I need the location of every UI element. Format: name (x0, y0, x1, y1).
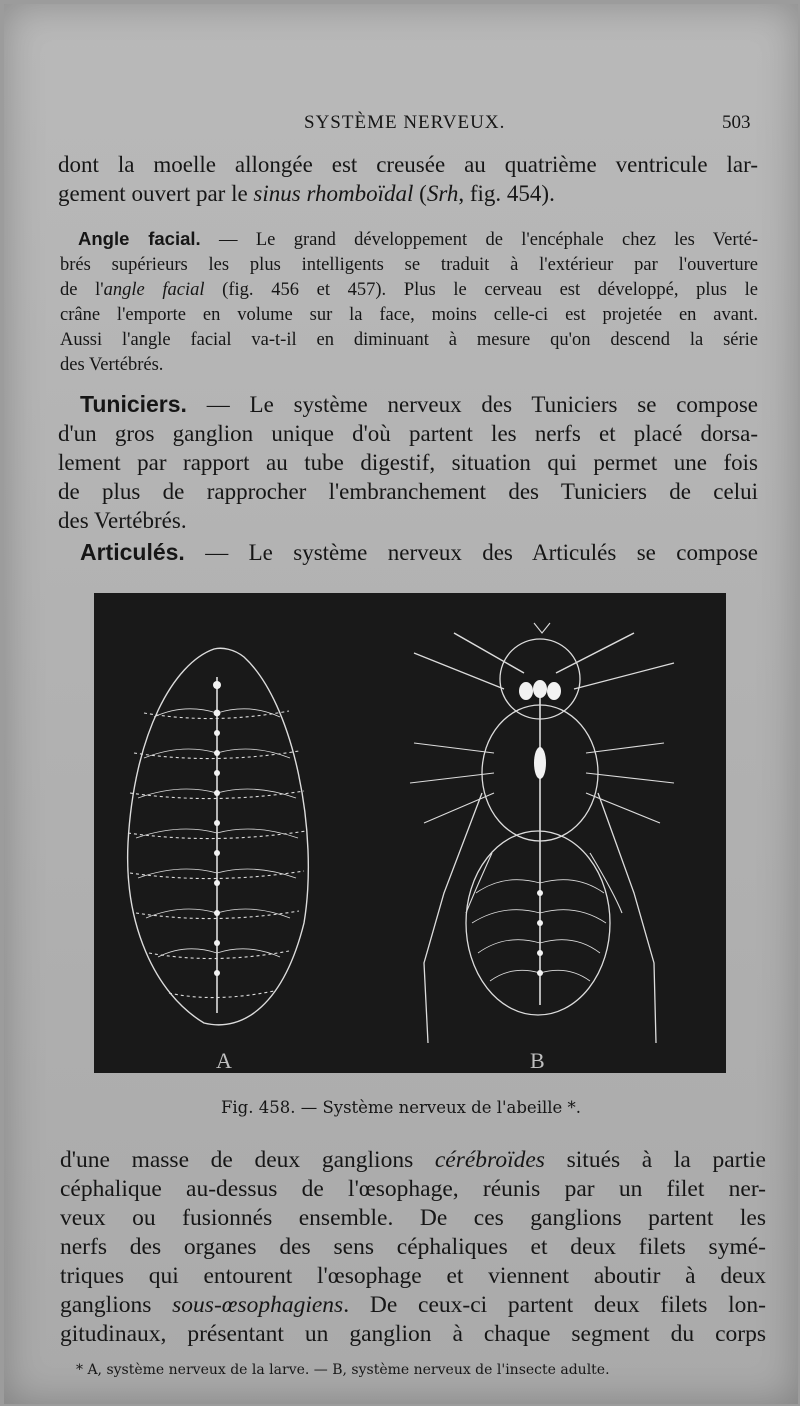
text-line: nerfs des organes des sens céphaliques et deux filets symé- (60, 1234, 766, 1260)
text-line: triques qui entourent l'œsophage et viennent aboutir à deux (60, 1263, 766, 1289)
figure-458 (94, 593, 726, 1073)
figure-caption: Fig. 458. — Système nerveux de l'abeille *. (220, 1098, 582, 1117)
articules-paragraph (58, 538, 758, 567)
section-heading: Angle facial. (78, 228, 201, 249)
italic-term: cérébroïdes (434, 1147, 545, 1173)
text-line (60, 1146, 766, 1175)
footnote: * A, système nerveux de la larve. — B, système nerveux de l'insecte adulte. (76, 1362, 610, 1378)
text-line (58, 390, 758, 419)
text-span: — Le système nerveux des Articulés se compose (184, 540, 758, 565)
text-line (60, 278, 758, 303)
text-line: brés supérieurs les plus intelligents se traduit à l'extérieur par l'ouverture (60, 255, 758, 275)
text-line: Aussi l'angle facial va-t-il en diminuant à mesure qu'on descend la série (60, 330, 758, 350)
text-line: d'un gros ganglion unique d'où partent les nerfs et placé dorsa- (58, 421, 758, 446)
text-line: des Vertébrés. (60, 355, 164, 375)
text-line (60, 1291, 766, 1320)
text-line (58, 150, 758, 179)
text-line: gitudinaux, présentant un ganglion à chaque segment du corps (60, 1321, 766, 1347)
text-line: crâne l'emporte en volume sur la face, moins celle-ci est projetée en avant. (60, 305, 758, 325)
tuniciers-paragraph (58, 390, 758, 535)
italic-term: angle facial (103, 280, 205, 300)
text-span: ( (413, 181, 427, 206)
running-title: SYSTÈME NERVEUX. (304, 112, 506, 133)
text-span: d'une masse de deux ganglions (60, 1147, 435, 1173)
text-line: lement par rapport au tube digestif, situation qui permet une fois (58, 450, 758, 475)
larva-drawing (128, 648, 309, 1025)
text-line (58, 538, 758, 567)
text-span: . De ceux-ci partent deux filets lon- (343, 1292, 766, 1318)
text-span: situés à la partie (544, 1147, 766, 1173)
text-span: , fig. 454). (458, 181, 555, 206)
text-span: gement ouvert par le (58, 181, 254, 206)
continuation-paragraph (60, 1146, 766, 1349)
section-heading: Tuniciers. (80, 391, 187, 417)
text-line: céphalique au-dessus de l'œsophage, réunis par un filet ner- (60, 1176, 766, 1202)
text-line (60, 226, 758, 253)
italic-term: sous-œsophagiens (172, 1292, 344, 1318)
italic-term: Srh (426, 181, 459, 206)
section-heading: Articulés. (80, 539, 185, 565)
text-span: — Le système nerveux des Tuniciers se compose (186, 392, 758, 417)
text-line: de plus de rapprocher l'embranchement des Tuniciers de celui (58, 479, 758, 504)
intro-paragraph (58, 150, 758, 208)
text-span: — Le grand développement de l'encéphale chez les Verté- (200, 230, 758, 250)
text-span: (fig. 456 et 457). Plus le cerveau est développé, plus le (204, 280, 758, 300)
page-header (4, 112, 798, 142)
text-line: veux ou fusionnés ensemble. De ces ganglions partent les (60, 1205, 766, 1231)
bee-nervous-system-illustration (94, 593, 726, 1073)
figure-label-a: A (216, 1048, 232, 1073)
text-span: dont la moelle allongée est creusée au quatrième ventricule lar- (58, 152, 758, 177)
text-span: ganglions (60, 1292, 173, 1318)
book-page (4, 4, 798, 1404)
text-span: de l' (60, 280, 104, 300)
italic-term: sinus rhomboïdal (253, 181, 414, 206)
text-line (58, 179, 758, 208)
figure-label-b: B (530, 1048, 545, 1073)
text-line: des Vertébrés. (58, 508, 187, 533)
angle-facial-paragraph (60, 226, 758, 378)
page-number: 503 (722, 112, 751, 133)
